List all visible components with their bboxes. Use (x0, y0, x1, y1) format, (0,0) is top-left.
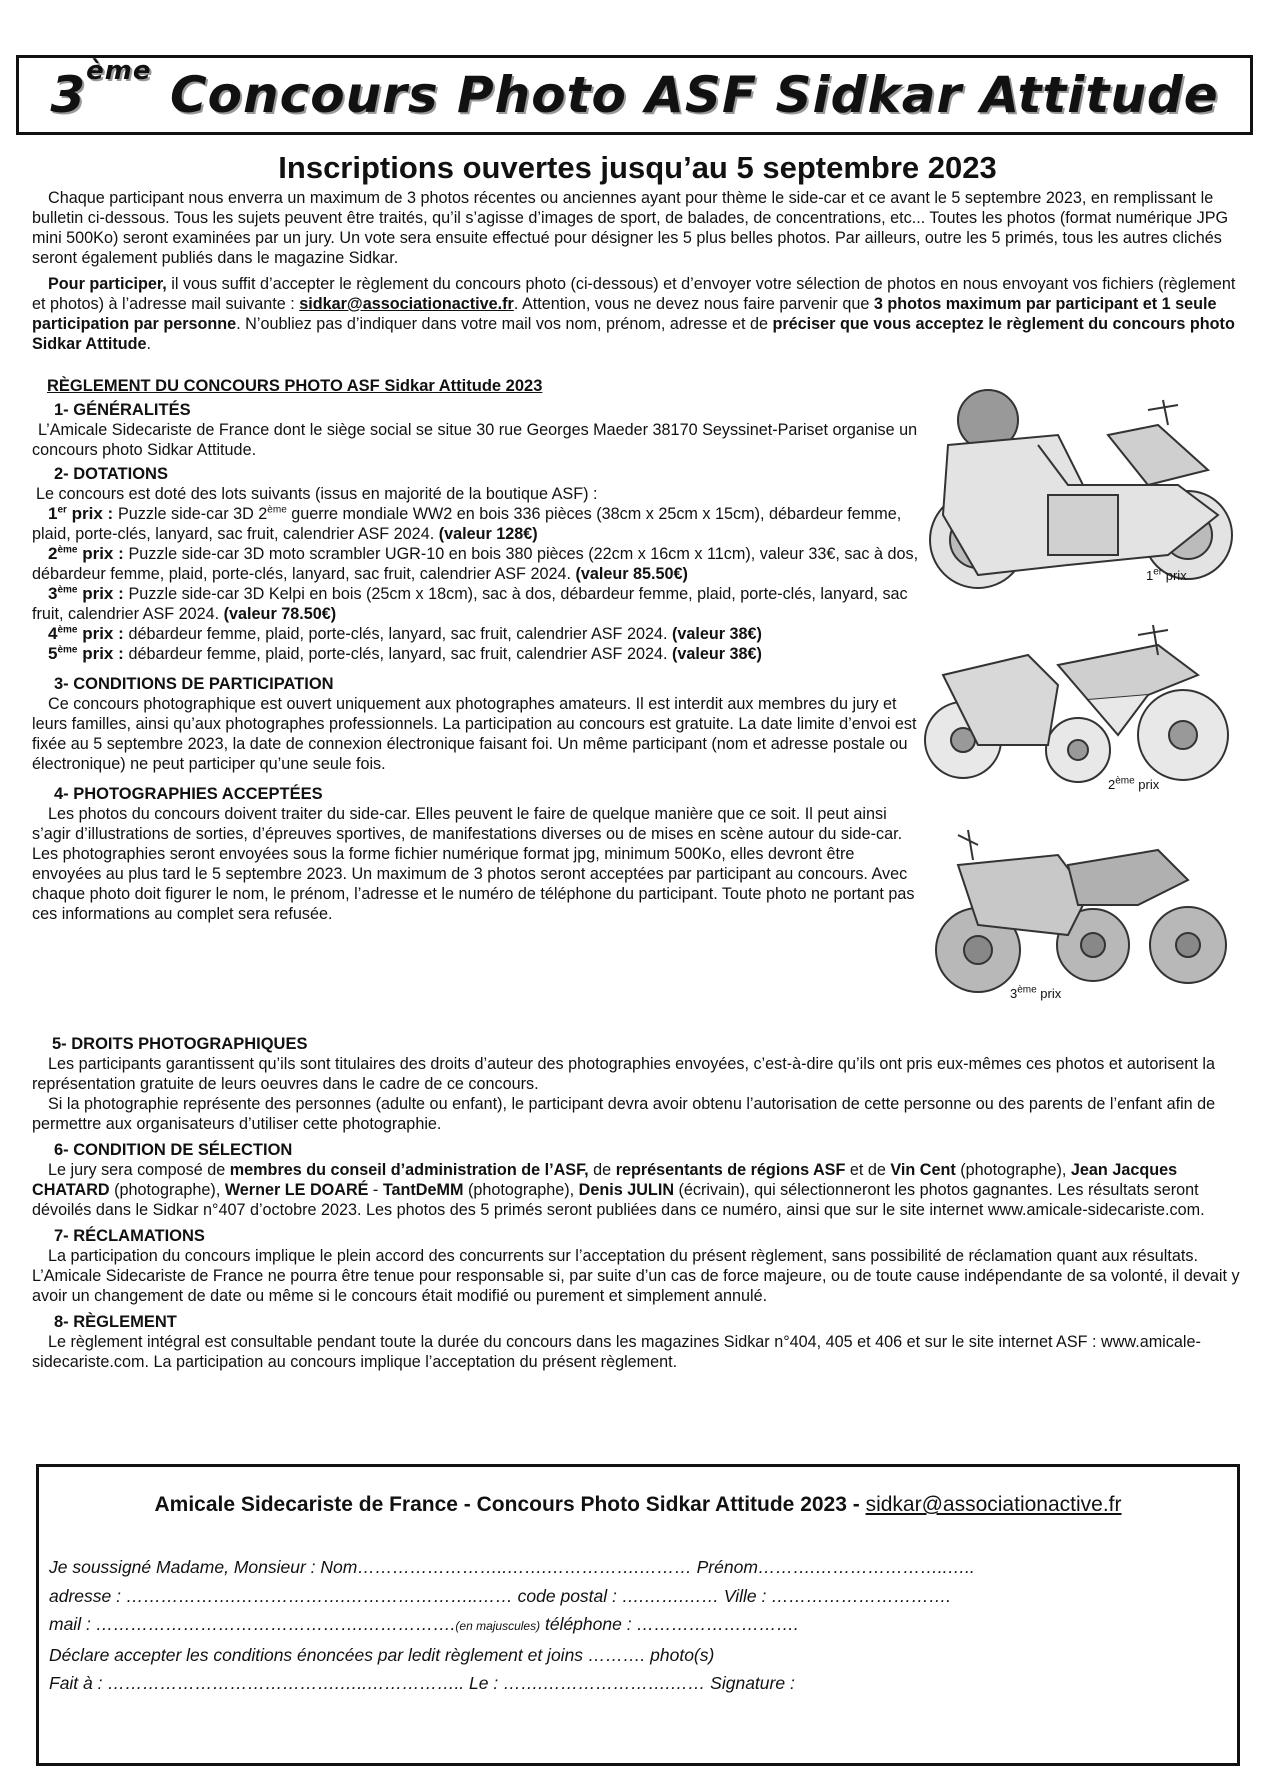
section-5-text-1: Les participants garantissent qu’ils sont titulaires des droits d’auteur des photographies envoyées, c’est-à-dire qu’ils ont pris eux-mêmes ces photos et autorisent la représentation gratuite de leurs oeuvres dans le cadre de ce concours. (32, 1055, 1216, 1093)
sidecar-puzzle-scrambler-image (918, 615, 1238, 795)
section-5-text-2: Si la photographie représente des personnes (adulte ou enfant), le participant devra avoir obtenu l’autorisation de cette personne ou des parents de l’enfant afin de permettre aux organisateurs d’utiliser cette photographie. (32, 1095, 1216, 1133)
section-3-text: Ce concours photographique est ouvert uniquement aux photographes amateurs. Il est interdit aux membres du jury et leurs familles, ainsi qu’aux photographes professionnels. La participation au concours est gratuite. La date limite d’envoi est fixée au 5 septembre 2023, la date de connexion électronique faisant foi. Un même participant (nom et adresse postale ou électronique) ne peut participer qu’une seule fois. (32, 695, 917, 773)
mail-field-line[interactable]: mail : ……………………………………….…………….(en majuscules) téléphone : ………………………. (49, 1614, 799, 1634)
prize-4: 4ème prix : débardeur femme, plaid, porte-clés, lanyard, sac fruit, calendrier ASF 2024. (valeur 38€) (48, 624, 762, 643)
rules-heading: RÈGLEMENT DU CONCOURS PHOTO ASF Sidkar Attitude 2023 (47, 377, 543, 395)
intro-section (32, 188, 1244, 354)
form-fields (49, 1553, 1229, 1698)
subtitle: Inscriptions ouvertes jusqu’au 5 septembre 2023 (278, 150, 997, 185)
address-field-line[interactable]: adresse : ……………….……………….…………………..…… code postal : ….…….…… Ville : …………………………. (49, 1585, 952, 1606)
rules-column (32, 376, 922, 924)
prize-2: 2ème prix : Puzzle side-car 3D moto scrambler UGR-10 en bois 380 pièces (22cm x 16cm x 11cm), valeur 33€, sac à dos, débardeur femme, plaid, porte-clés, lanyard, sac fruit, calendrier ASF 2024. (valeur 85.50€) (32, 544, 919, 583)
section-1-title: 1- GÉNÉRALITÉS (54, 401, 191, 419)
prize-1-caption: 1er prix (1146, 566, 1187, 583)
registration-form (36, 1464, 1240, 1766)
section-6-text: Le jury sera composé de membres du conseil d’administration de l’ASF, de représentants de régions ASF et de Vin Cent (photographe), Jean Jacques CHATARD (photographe), Werner LE DOARÉ - TantDeMM (photographe), Denis JULIN (écrivain), qui sélectionneront les photos gagnantes. Les résultats seront dévoilés dans le Sidkar n°407 d’octobre 2023. Les photos des 5 primés seront publiées dans ce numéro, ainsi que sur le site internet www.amicale-sidecariste.com. (32, 1161, 1205, 1219)
sidecar-puzzle-kelpi-image (918, 825, 1238, 1005)
prize-3-caption: 3ème prix (1010, 984, 1062, 1001)
rules-bottom (32, 1034, 1244, 1372)
intro-paragraph-2: Pour participer, il vous suffit d’accepter le règlement du concours photo (ci-dessous) et d’envoyer votre sélection de photos en nous envoyant vos fichiers (règlement et photos) à l’adresse mail suivante : sidkar@associationactive.fr. Attention, vous ne devez nous faire parvenir que 3 photos maximum par participant et 1 seule participation par personne. N’oubliez pas d’indiquer dans votre mail vos nom, prénom, adresse et de préciser que vous acceptez le règlement du concours photo Sidkar Attitude. (32, 275, 1236, 353)
section-1-text: L’Amicale Sidecariste de France dont le siège social se situe 30 rue Georges Maeder 38170 Seyssinet-Pariset organise un concours photo Sidkar Attitude. (32, 421, 918, 459)
section-4-title: 4- PHOTOGRAPHIES ACCEPTÉES (54, 785, 323, 803)
prize-1: 1er prix : Puzzle side-car 3D 2ème guerre mondiale WW2 en bois 336 pièces (38cm x 25cm x 15cm), débardeur femme, plaid, porte-clés, lanyard, sac fruit, calendrier ASF 2024. (valeur 128€) (32, 504, 902, 543)
section-4-text: Les photos du concours doivent traiter du side-car. Elles peuvent le faire de quelque manière que ce soit. Il peut ainsi s’agir d’illustrations de sorties, d’épreuves sportives, de manifestations diverses ou de mises en scène autour du side-car. Les photographies seront envoyées sous la forme fichier numérique format jpg, minimum 500Ko, elles devront être envoyées au plus tard le 5 septembre 2023. Un maximum de 3 photos seront acceptées par participant au concours. Avec chaque photo doit figurer le nom, le prénom, l’adresse et le numéro de téléphone du participant. Toute photo ne portant pas ces informations au complet sera refusée. (32, 805, 915, 923)
signature-field-line[interactable]: Fait à : ………………………………….…..…………….. Le : …….………………….…… Signature : (49, 1673, 795, 1693)
section-2-intro: Le concours est doté des lots suivants (issus en majorité de la boutique ASF) : (36, 485, 598, 503)
page-title: 3ème Concours Photo ASF Sidkar Attitude (50, 56, 1219, 124)
prize-5: 5ème prix : débardeur femme, plaid, porte-clés, lanyard, sac fruit, calendrier ASF 2024. (valeur 38€) (48, 644, 762, 663)
form-email-link[interactable]: sidkar@associationactive.fr (865, 1493, 1122, 1516)
email-link[interactable]: sidkar@associationactive.fr (299, 295, 514, 313)
form-header: Amicale Sidecariste de France - Concours Photo Sidkar Attitude 2023 - sidkar@associationactive.fr (154, 1493, 1122, 1516)
sidecar-puzzle-ww2-image (918, 375, 1238, 600)
section-6-title: 6- CONDITION DE SÉLECTION (54, 1141, 293, 1159)
section-8-text: Le règlement intégral est consultable pendant toute la durée du concours dans les magazines Sidkar n°404, 405 et 406 et sur le site internet ASF : www.amicale-sidecariste.com. La participation au concours implique l’acceptation du présent règlement. (32, 1333, 1201, 1371)
section-7-text: La participation du concours implique le plein accord des concurrents sur l’acceptation du présent règlement, sans possibilité de réclamation quant aux résultats. L’Amicale Sidecariste de France ne pourra être tenue pour responsable si, par suite d’un cas de force majeure, ou de toute cause indépendante de sa volonté, il devait y avoir un changement de date ou même si le concours était modifié ou purement et simplement annulé. (32, 1247, 1240, 1305)
section-7-title: 7- RÉCLAMATIONS (54, 1227, 205, 1245)
section-8-title: 8- RÈGLEMENT (54, 1313, 177, 1331)
title-box (16, 55, 1253, 135)
intro-paragraph-1: Chaque participant nous enverra un maximum de 3 photos récentes ou anciennes ayant pour thème le side-car et ce avant le 5 septembre 2023, en remplissant le bulletin ci-dessous. Tous les sujets peuvent être traités, qu’il s’agisse d’images de sport, de balades, de concentrations, etc... Toutes les photos (format numérique JPG mini 500Ko) seront examinées par un jury. Un vote sera ensuite effectué pour désigner les 5 plus belles photos. Par ailleurs, outre les 5 primés, tous les autres clichés seront également publiés dans le magazine Sidkar. (32, 189, 1229, 267)
prize-3: 3ème prix : Puzzle side-car 3D Kelpi en bois (25cm x 18cm), sac à dos, débardeur femme, plaid, porte-clés, lanyard, sac fruit, calendrier ASF 2024. (valeur 78.50€) (32, 584, 908, 623)
section-5-title: 5- DROITS PHOTOGRAPHIQUES (52, 1035, 308, 1053)
photos-field-line[interactable]: Déclare accepter les conditions énoncées par ledit règlement et joins ………. photo(s) (49, 1644, 715, 1665)
section-2-title: 2- DOTATIONS (54, 465, 168, 483)
section-3-title: 3- CONDITIONS DE PARTICIPATION (54, 675, 334, 693)
prize-2-caption: 2ème prix (1108, 775, 1160, 792)
name-field-line[interactable]: Je soussigné Madame, Monsieur : Nom……………………..…….…………….……… Prénom……….…………………..….. (49, 1557, 975, 1577)
